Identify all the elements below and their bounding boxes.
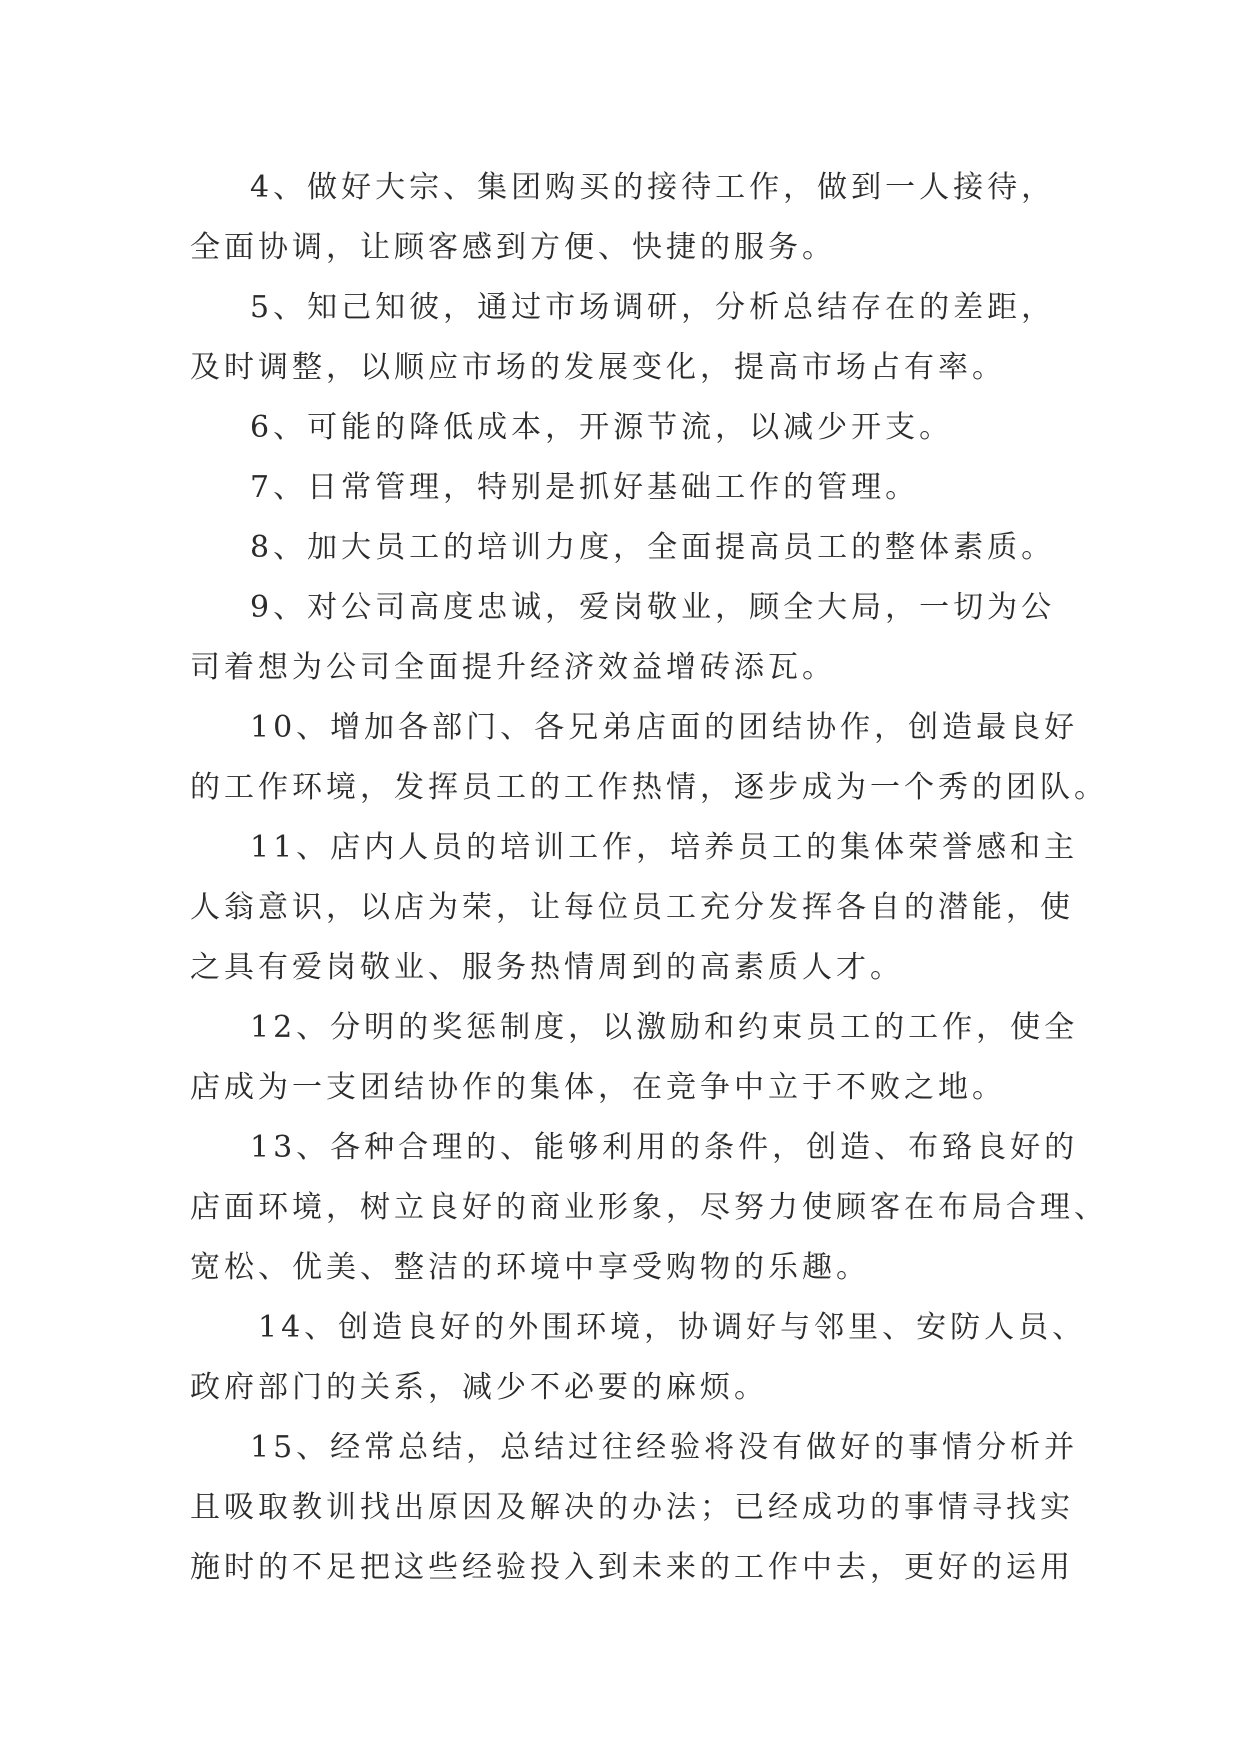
paragraph-first-line: 10、增加各部门、各兄弟店面的团结协作，创造最良好: [250, 710, 1079, 745]
paragraph-first-line: 13、各种合理的、能够利用的条件，创造、布臵良好的: [250, 1130, 1079, 1165]
paragraph-first-line: 6、可能的降低成本，开源节流，以减少开支。: [250, 410, 954, 445]
paragraph-line: 宽松、优美、整洁的环境中享受购物的乐趣。: [190, 1250, 870, 1285]
paragraph-first-line: 12、分明的奖惩制度，以激励和约束员工的工作，使全: [250, 1010, 1079, 1045]
paragraph-first-line: 5、知己知彼，通过市场调研，分析总结存在的差距，: [250, 290, 1056, 325]
paragraph-line: 人翁意识，以店为荣，让每位员工充分发挥各自的潜能，使: [190, 890, 1074, 925]
document-body: [190, 158, 1108, 1598]
paragraph-line: 司着想为公司全面提升经济效益增砖添瓦。: [190, 650, 836, 685]
paragraph-first-line: 8、加大员工的培训力度，全面提高员工的整体素质。: [250, 530, 1056, 565]
paragraph-line: 及时调整，以顺应市场的发展变化，提高市场占有率。: [190, 350, 1006, 385]
paragraph-first-line: 7、日常管理，特别是抓好基础工作的管理。: [250, 470, 920, 505]
paragraph-first-line: 15、经常总结，总结过往经验将没有做好的事情分析并: [250, 1430, 1079, 1465]
paragraph-line: 全面协调，让顾客感到方便、快捷的服务。: [190, 230, 836, 265]
paragraph-first-line: 9、对公司高度忠诚，爱岗敬业，顾全大局，一切为公: [250, 590, 1056, 625]
paragraph-line: 施时的不足把这些经验投入到未来的工作中去，更好的运用: [190, 1550, 1074, 1585]
paragraph-line: 政府部门的关系，减少不必要的麻烦。: [190, 1370, 768, 1405]
paragraph-first-line: 4、做好大宗、集团购买的接待工作，做到一人接待，: [250, 170, 1056, 205]
paragraph-line: 店面环境，树立良好的商业形象，尽努力使顾客在布局合理、: [190, 1190, 1108, 1225]
paragraph-line: 的工作环境，发挥员工的工作热情，逐步成为一个秀的团队。: [190, 770, 1108, 805]
paragraph-line: 店成为一支团结协作的集体，在竞争中立于不败之地。: [190, 1070, 1006, 1105]
paragraph-line: 且吸取教训找出原因及解决的办法；已经成功的事情寻找实: [190, 1490, 1074, 1525]
paragraph-line: 之具有爱岗敬业、服务热情周到的高素质人才。: [190, 950, 904, 985]
paragraph-first-line: 11、店内人员的培训工作，培养员工的集体荣誉感和主: [250, 830, 1079, 865]
paragraph-first-line: 14、创造良好的外围环境，协调好与邻里、安防人员、: [258, 1310, 1087, 1345]
